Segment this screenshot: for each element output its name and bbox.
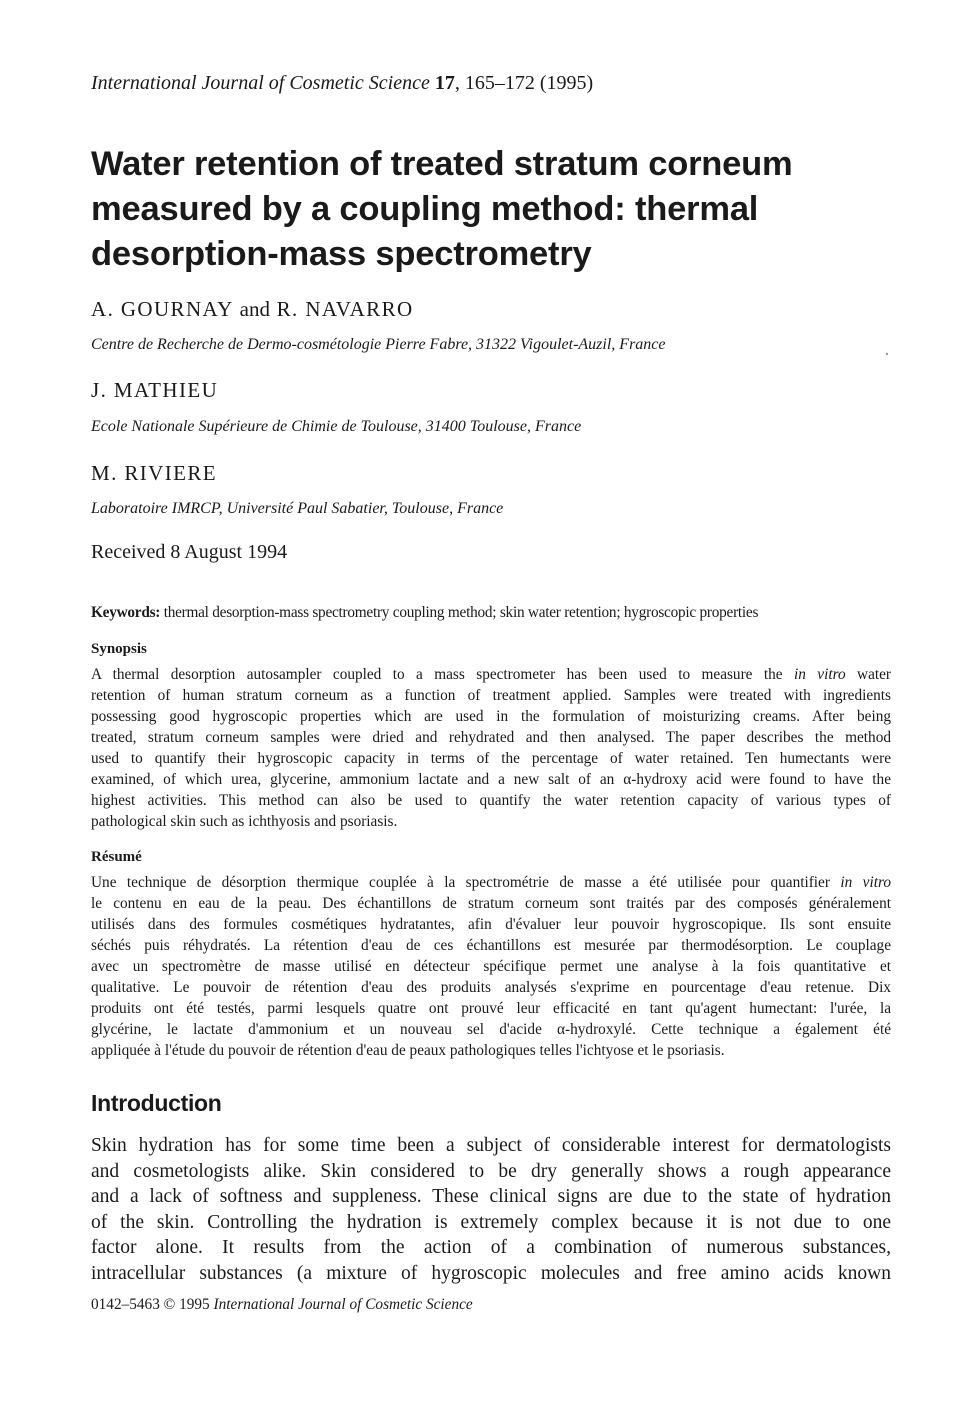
synopsis-line: pathological skin such as ichthyosis and psoriasis.: [91, 813, 398, 830]
resume-line: qualitative. Le pouvoir de rétention d'eau des produits analysés s'exprime en pourcentage d'eau retenue. Dix: [91, 979, 891, 996]
paper-title: [91, 142, 891, 277]
introduction-line: of the skin. Controlling the hydration is extremely complex because it is not due to one: [91, 1211, 891, 1233]
resume-line: appliquée à l'étude du pouvoir de rétention d'eau de peaux pathologiques telles l'ichtyose et le psoriasis.: [91, 1042, 725, 1059]
resume-line: avec un spectromètre de masse utilisé en détecteur spécifique permet une analyse à la fois quantitative et: [91, 958, 891, 975]
resume-line: utilisés dans des formules cosmétiques hydratantes, afin d'évaluer leur pouvoir hygroscopique. Ils sont ensuite: [91, 916, 891, 933]
journal-name: International Journal of Cosmetic Science: [91, 72, 430, 94]
resume-body: [91, 872, 891, 1061]
title-line: Water retention of treated stratum corneum: [91, 145, 793, 183]
introduction-line: factor alone. It results from the action of a combination of numerous substances,: [91, 1237, 891, 1258]
synopsis-line: A thermal desorption autosampler coupled to a mass spectrometer has been used to measure the in vitro water: [91, 666, 892, 683]
journal-volume: 17: [434, 72, 455, 94]
author-name: R. NAVARRO: [276, 297, 414, 321]
resume-heading: Résumé: [91, 849, 142, 865]
synopsis-line: highest activities. This method can also be used to quantify the water retention capacity of various types of: [91, 792, 891, 809]
author-name: J. MATHIEU: [91, 378, 219, 402]
introduction-line: intracellular substances (a mixture of hygroscopic molecules and free amino acids known: [91, 1262, 891, 1284]
introduction-line: and cosmetologists alike. Skin considered to be dry generally shows a rough appearance: [91, 1160, 891, 1182]
title-line: measured by a coupling method: thermal: [91, 190, 759, 228]
author-name: M. RIVIERE: [91, 461, 217, 485]
author-affiliation: Centre de Recherche de Dermo-cosmétologie Pierre Fabre, 31322 Vigoulet-Auzil, France: [91, 336, 666, 353]
author-line: [91, 461, 217, 486]
journal-pages-year: , 165–172 (1995): [454, 72, 594, 94]
issn-copyright: 0142–5463 © 1995: [91, 1296, 214, 1313]
synopsis-heading: Synopsis: [91, 641, 147, 657]
copyright-footer: [91, 1296, 473, 1314]
author-affiliation: Ecole Nationale Supérieure de Chimie de Toulouse, 31400 Toulouse, France: [91, 418, 582, 435]
scan-speck: [886, 353, 888, 355]
keywords-text: thermal desorption-mass spectrometry coupling method; skin water retention; hygroscopic properties: [160, 604, 759, 621]
synopsis-line: examined, of which urea, glycerine, ammonium lactate and a new salt of an α-hydroxy acid were found to have the: [91, 771, 891, 788]
introduction-body: [91, 1133, 891, 1286]
received-date: Received 8 August 1994: [91, 541, 288, 563]
resume-line: produits ont été testés, parmi lesquels quatre ont prouvé leur efficacité en tant qu'agent humectant: l'urée, la: [91, 1000, 891, 1017]
synopsis-body: [91, 664, 891, 832]
resume-line: Une technique de désorption thermique couplée à la spectrométrie de masse a été utilisée pour quantifier in vitro: [91, 874, 891, 891]
title-line: desorption-mass spectrometry: [91, 235, 592, 273]
resume-line: le contenu en eau de la peau. Des échantillons de stratum corneum sont traités par des composés généralement: [91, 895, 891, 912]
resume-line: séchés puis réhydratés. La rétention d'eau de ces échantillons est mesurée par thermodésorption. Le couplage: [91, 937, 891, 954]
author-name: A. GOURNAY: [91, 297, 233, 321]
keywords-label: Keywords:: [91, 604, 161, 621]
synopsis-line: retention of human stratum corneum as a function of treatment applied. Samples were treated with ingredients: [91, 687, 891, 704]
synopsis-line: possessing good hygroscopic properties which are used in the formulation of moisturizing creams. After being: [91, 708, 891, 725]
introduction-line: Skin hydration has for some time been a subject of considerable interest for dermatologists: [91, 1135, 891, 1156]
introduction-line: and a lack of softness and suppleness. These clinical signs are due to the state of hydration: [91, 1186, 891, 1207]
author-affiliation: Laboratoire IMRCP, Université Paul Sabatier, Toulouse, France: [91, 500, 504, 517]
author-line: [91, 297, 414, 322]
resume-line: glycérine, le lactate d'ammonium et un nouveau sel d'acide α-hydroxylé. Cette technique a également été: [91, 1021, 891, 1038]
journal-citation: [91, 72, 593, 95]
author-line: [91, 378, 218, 403]
introduction-heading: Introduction: [91, 1090, 222, 1116]
author-conjunction: and: [239, 297, 270, 321]
keywords: [91, 604, 891, 622]
footer-journal-name: International Journal of Cosmetic Science: [213, 1296, 473, 1313]
synopsis-line: used to quantify their hygroscopic capacity in terms of the percentage of water retained. Ten humectants were: [91, 750, 891, 767]
synopsis-line: treated, stratum corneum samples were dried and rehydrated and then analysed. The paper describes the method: [91, 729, 891, 746]
